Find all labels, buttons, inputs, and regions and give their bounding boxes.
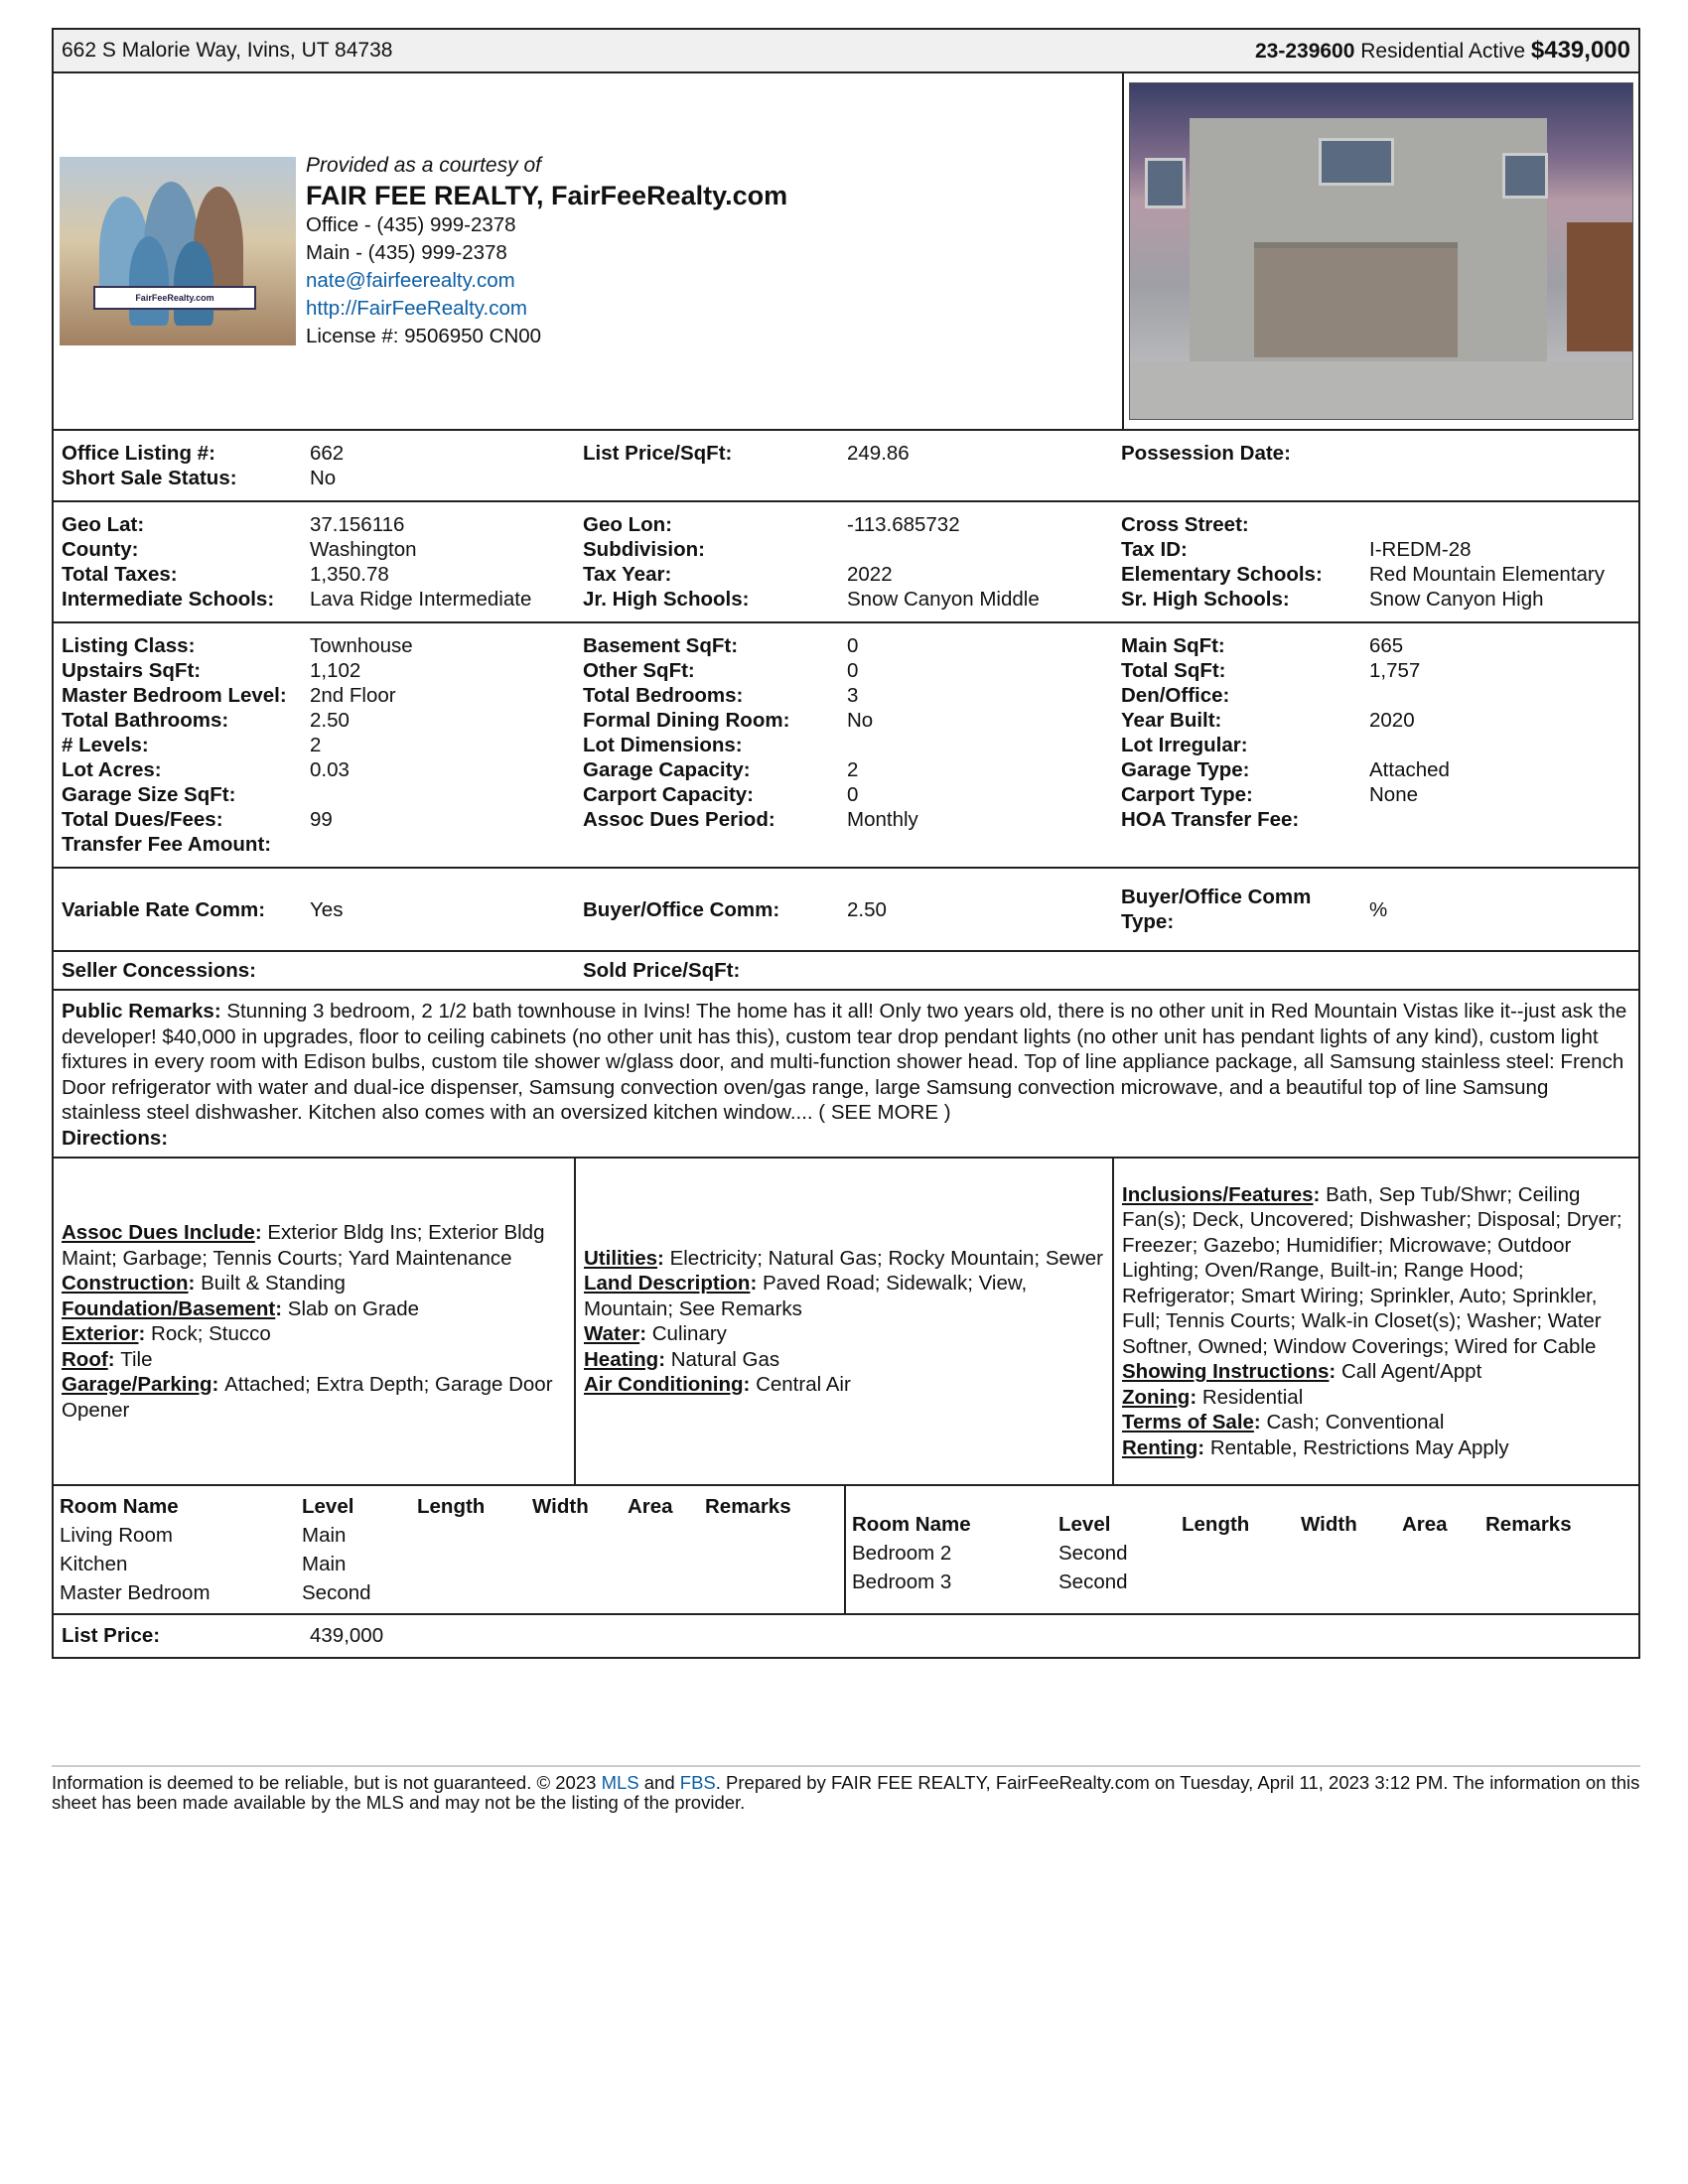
field-label: Buyer/Office Comm:: [583, 897, 780, 921]
room-row: [60, 1578, 804, 1607]
field-label: List Price/SqFt:: [583, 442, 733, 465]
field-value: [1369, 512, 1630, 537]
room-level: Main: [302, 1553, 347, 1575]
room-cell: [417, 1550, 532, 1578]
feature-item: Utilities: Electricity; Natural Gas; Rocky Mountain; Sewer: [584, 1246, 1103, 1270]
field-label: Year Built:: [1121, 709, 1222, 732]
list-price-value: 439,000: [310, 1624, 384, 1647]
field-value: No: [847, 709, 874, 732]
field-value: [310, 958, 583, 983]
field-label: Garage Capacity:: [583, 758, 751, 781]
field-label: Possession Date:: [1121, 442, 1291, 465]
room-level: Main: [302, 1524, 347, 1547]
room-cell: [417, 1521, 532, 1550]
field-label: Garage Size SqFt:: [62, 783, 236, 806]
field-value: [1369, 683, 1630, 708]
field-value: 2.50: [310, 709, 350, 732]
disclaimer-text: Information is deemed to be reliable, but is not guaranteed. © 2023: [52, 1772, 602, 1793]
field-label: Total Taxes:: [62, 563, 178, 586]
feature-value: Slab on Grade: [287, 1297, 419, 1320]
room-column-header: Length: [417, 1495, 486, 1518]
field-value: 1,102: [310, 659, 361, 682]
feature-label: Showing Instructions: [1122, 1360, 1330, 1384]
room-column-header: Remarks: [1485, 1513, 1572, 1536]
field-value: Washington: [310, 538, 417, 561]
feature-value: Residential: [1201, 1385, 1304, 1409]
field-label: Office Listing #:: [62, 442, 215, 465]
features-column-1: [54, 1159, 576, 1484]
room-column-header: Length: [1182, 1513, 1250, 1536]
section-location: [54, 502, 1638, 623]
room-cell: [1485, 1568, 1585, 1596]
field-value: 249.86: [847, 442, 910, 465]
room-level: Second: [302, 1581, 371, 1604]
details-table: [62, 633, 1630, 857]
room-cell: [1485, 1539, 1585, 1568]
room-cell: [628, 1578, 705, 1607]
field-label: [583, 466, 847, 490]
field-row: [62, 733, 1630, 757]
field-row: [62, 658, 1630, 683]
field-value: I-REDM-28: [1369, 538, 1472, 561]
field-value: 1,757: [1369, 659, 1421, 682]
fbs-link[interactable]: FBS: [679, 1772, 716, 1793]
field-label: Garage Type:: [1121, 758, 1250, 781]
feature-label: Utilities: [584, 1246, 658, 1270]
feature-value: Cash; Conventional: [1266, 1411, 1445, 1434]
rooms-right: [846, 1486, 1638, 1613]
field-value: %: [1369, 897, 1388, 921]
field-value: Red Mountain Elementary: [1369, 563, 1606, 586]
feature-value: Natural Gas: [670, 1347, 780, 1371]
field-value: Townhouse: [310, 634, 413, 657]
field-label: Sold Price/SqFt:: [583, 959, 741, 982]
field-row: [62, 885, 1630, 934]
room-row: [852, 1539, 1585, 1568]
field-value: 2.50: [847, 897, 887, 921]
feature-item: Exterior: Rock; Stucco: [62, 1322, 271, 1345]
feature-label: Heating: [584, 1347, 659, 1371]
room-name: Living Room: [60, 1524, 173, 1547]
feature-label: Inclusions/Features: [1122, 1182, 1314, 1206]
field-value: [1369, 832, 1630, 857]
listing-status: Active: [1468, 40, 1526, 63]
location-table: [62, 512, 1630, 612]
courtesy-text: Provided as a courtesy of: [306, 154, 541, 177]
field-label: Tax Year:: [583, 563, 672, 586]
room-cell: [532, 1550, 628, 1578]
field-row: [62, 782, 1630, 807]
section-listing: [54, 431, 1638, 502]
feature-item: Assoc Dues Include: Exterior Bldg Ins; Exterior Bldg Maint; Garbage; Tennis Courts; Yard Maintenance: [62, 1221, 545, 1270]
feature-value: Rentable, Restrictions May Apply: [1209, 1435, 1509, 1459]
field-value: No: [310, 467, 337, 489]
room-column-header: Remarks: [705, 1495, 791, 1518]
field-label: Den/Office:: [1121, 684, 1230, 707]
feature-item: Construction: Built & Standing: [62, 1272, 346, 1295]
field-row: [62, 757, 1630, 782]
rooms-table-right: [852, 1510, 1585, 1596]
field-value: [1369, 807, 1630, 832]
section-sold: [54, 952, 1638, 991]
field-value: 2: [847, 758, 859, 781]
field-label: [1121, 466, 1369, 490]
room-column-header: Level: [1058, 1513, 1111, 1536]
field-label: Transfer Fee Amount:: [62, 833, 272, 856]
field-label: # Levels:: [62, 734, 149, 756]
field-value: 0.03: [310, 758, 350, 781]
license-number: License #: 9506950 CN00: [306, 325, 542, 347]
room-row: [60, 1521, 804, 1550]
header-bar: [54, 30, 1638, 73]
field-label: Total Dues/Fees:: [62, 808, 223, 831]
field-label: Short Sale Status:: [62, 467, 237, 489]
field-value: [1369, 466, 1630, 490]
field-label: Cross Street:: [1121, 513, 1249, 536]
listing-price: $439,000: [1530, 37, 1630, 64]
field-value: None: [1369, 783, 1419, 806]
feature-value: Culinary: [651, 1322, 727, 1345]
property-photo-panel: [1124, 73, 1638, 429]
field-label: Total Bedrooms:: [583, 684, 744, 707]
field-label: Total Bathrooms:: [62, 709, 229, 732]
field-value: 3: [847, 684, 859, 707]
field-value: 662: [310, 442, 345, 465]
feature-label: Garage/Parking: [62, 1373, 212, 1396]
features-section: [54, 1159, 1638, 1486]
field-label: County:: [62, 538, 139, 561]
field-label: Total SqFt:: [1121, 659, 1226, 682]
agent-website-link[interactable]: http://FairFeeRealty.com: [306, 297, 527, 320]
feature-item: Renting: Rentable, Restrictions May Apply: [1122, 1435, 1509, 1459]
property-address: 662 S Malorie Way, Ivins, UT 84738: [62, 39, 393, 62]
field-value: [847, 958, 1121, 983]
features-column-3: [1114, 1159, 1638, 1484]
feature-label: Foundation/Basement: [62, 1297, 276, 1320]
feature-value: Rock; Stucco: [151, 1322, 271, 1345]
directions-label: Directions:: [62, 1126, 169, 1150]
field-label: Upstairs SqFt:: [62, 659, 202, 682]
field-label: Intermediate Schools:: [62, 588, 275, 611]
room-column-header: Room Name: [60, 1495, 179, 1518]
field-label: Formal Dining Room:: [583, 709, 790, 732]
field-value: 2020: [1369, 709, 1415, 732]
feature-label: Exterior: [62, 1322, 139, 1345]
field-value: [847, 733, 1121, 757]
rooms-left: [54, 1486, 846, 1613]
mls-link[interactable]: MLS: [601, 1772, 639, 1793]
room-column-header: Width: [532, 1495, 589, 1518]
feature-value: Exterior Bldg Ins; Exterior Bldg Maint; Garbage; Tennis Courts; Yard Maintenance: [62, 1221, 545, 1270]
disclaimer-footer: [52, 1765, 1640, 1813]
field-value: Lava Ridge Intermediate: [310, 588, 532, 611]
listing-sheet: [52, 28, 1640, 1659]
features-column-2: [576, 1159, 1114, 1484]
feature-value: Electricity; Natural Gas; Rocky Mountain; Sewer: [669, 1246, 1103, 1270]
field-row: [62, 683, 1630, 708]
feature-item: Roof: Tile: [62, 1347, 153, 1371]
mls-number: 23-239600: [1254, 40, 1355, 63]
feature-label: Water: [584, 1322, 640, 1345]
field-value: -113.685732: [847, 513, 960, 536]
field-label: Variable Rate Comm:: [62, 897, 266, 921]
feature-item: Garage/Parking: Attached; Extra Depth; Garage Door Opener: [62, 1373, 553, 1422]
field-row: [62, 633, 1630, 658]
room-cell: [532, 1578, 628, 1607]
agent-email-link[interactable]: nate@fairfeerealty.com: [306, 269, 515, 292]
feature-value: Tile: [120, 1347, 153, 1371]
field-row: [62, 832, 1630, 857]
field-row: [62, 958, 1630, 983]
room-cell: [628, 1550, 705, 1578]
room-name: Bedroom 3: [852, 1570, 952, 1593]
agent-info: [306, 152, 787, 350]
field-label: Sr. High Schools:: [1121, 588, 1290, 611]
field-value: [847, 537, 1121, 562]
agent-photo: [60, 157, 296, 345]
list-price-row: [54, 1615, 1638, 1657]
feature-label: Land Description: [584, 1272, 751, 1295]
feature-label: Renting: [1122, 1435, 1198, 1459]
feature-value: Built & Standing: [201, 1272, 346, 1295]
room-cell: [1182, 1539, 1301, 1568]
remarks-label: Public Remarks:: [62, 1000, 221, 1023]
field-row: [62, 562, 1630, 587]
field-value: [1369, 441, 1630, 466]
field-value: 2: [310, 734, 322, 756]
room-name: Bedroom 2: [852, 1542, 952, 1565]
field-value: [310, 832, 583, 857]
feature-label: Air Conditioning: [584, 1373, 744, 1396]
field-value: [847, 832, 1121, 857]
feature-value: Bath, Sep Tub/Shwr; Ceiling Fan(s); Deck, Uncovered; Dishwasher; Disposal; Dryer; Freezer; Gazebo; Humidifier; Microwave; Outdoor Lighting; Oven/Range, Built-in; Range Hood; Refrigerator; Smart Wiring; Sprinkler, Auto; Sprinkler, Full; Tennis Courts; Walk-in Closet(s); Washer; Water Softner, Owned; Window Coverings; Wired for Cable: [1122, 1182, 1622, 1358]
field-value: [310, 782, 583, 807]
listing-summary: [1255, 37, 1630, 65]
field-value: Snow Canyon Middle: [847, 588, 1040, 611]
feature-value: Attached; Extra Depth; Garage Door Opener: [62, 1373, 553, 1422]
field-value: Snow Canyon High: [1369, 588, 1544, 611]
field-label: Geo Lat:: [62, 513, 145, 536]
field-label: Elementary Schools:: [1121, 563, 1323, 586]
top-panel: [54, 73, 1638, 431]
main-phone: Main - (435) 999-2378: [306, 241, 507, 264]
section-commission: [54, 869, 1638, 952]
feature-value: Call Agent/Appt: [1340, 1360, 1482, 1384]
field-label: Lot Acres:: [62, 758, 162, 781]
remarks-section: [54, 991, 1638, 1159]
room-cell: [532, 1521, 628, 1550]
field-value: 2022: [847, 563, 893, 586]
field-row: [62, 807, 1630, 832]
field-value: 1,350.78: [310, 563, 389, 586]
room-row: [852, 1568, 1585, 1596]
room-cell: [1402, 1568, 1485, 1596]
field-value: [1369, 733, 1630, 757]
field-label: [1121, 832, 1369, 857]
office-phone: Office - (435) 999-2378: [306, 213, 516, 236]
feature-item: Showing Instructions: Call Agent/Appt: [1122, 1360, 1482, 1384]
field-label: Master Bedroom Level:: [62, 684, 287, 707]
field-label: Main SqFt:: [1121, 634, 1225, 657]
room-column-header: Level: [302, 1495, 354, 1518]
field-row: [62, 537, 1630, 562]
room-cell: [705, 1521, 804, 1550]
field-label: Subdivision:: [583, 538, 705, 561]
disclaimer-and: and: [638, 1772, 680, 1793]
room-level: Second: [1058, 1570, 1128, 1593]
commission-table: [62, 885, 1630, 934]
feature-item: Land Description: Paved Road; Sidewalk; View, Mountain; See Remarks: [584, 1272, 1028, 1320]
field-row: [62, 441, 1630, 466]
field-value: 0: [847, 634, 859, 657]
room-cell: [1301, 1568, 1402, 1596]
feature-item: Air Conditioning: Central Air: [584, 1373, 851, 1396]
room-cell: [705, 1550, 804, 1578]
feature-label: Terms of Sale: [1122, 1411, 1254, 1434]
rooms-section: [54, 1486, 1638, 1615]
room-cell: [1402, 1539, 1485, 1568]
field-value: Monthly: [847, 808, 918, 831]
rooms-table-left: [60, 1492, 804, 1607]
field-label: HOA Transfer Fee:: [1121, 808, 1300, 831]
field-label: Other SqFt:: [583, 659, 695, 682]
room-column-header: Room Name: [852, 1513, 971, 1536]
feature-label: Roof: [62, 1347, 108, 1371]
feature-label: Construction: [62, 1272, 189, 1295]
remarks-text: Stunning 3 bedroom, 2 1/2 bath townhouse in Ivins! The home has it all! Only two years old, there is no other unit in Red Mountain Vistas like it--just ask the developer! $40,000 in upgrades, floor to ceiling cabinets (no other unit has this), custom tear drop pendant lights (no other unit has pendant lights of any kind), custom light fixtures in every room with Edison bulbs, custom tile shower w/glass door, and multi-function shower head. Top of line appliance package, all Samsung stainless steel: French Door refrigerator with water and dual-ice dispenser, Samsung convection oven/gas range, large Samsung convection microwave, and a beautiful top of line Samsung stainless steel dishwasher. Kitchen also comes with an oversized kitchen window.... ( SEE MORE ): [62, 1000, 1627, 1124]
room-cell: [705, 1578, 804, 1607]
property-photo[interactable]: [1129, 82, 1633, 420]
agent-logo: FairFeeRealty.com: [93, 286, 256, 310]
list-price-label: List Price:: [62, 1624, 161, 1647]
field-label: Seller Concessions:: [62, 959, 256, 982]
feature-label: Zoning: [1122, 1385, 1191, 1409]
field-label: Geo Lon:: [583, 513, 672, 536]
sold-table: [62, 958, 1630, 983]
field-value: 2nd Floor: [310, 684, 396, 707]
field-label: Listing Class:: [62, 634, 196, 657]
field-label: [583, 832, 847, 857]
room-cell: [417, 1578, 532, 1607]
room-column-header: Area: [1402, 1513, 1448, 1536]
field-label: Carport Capacity:: [583, 783, 755, 806]
field-row: [62, 587, 1630, 612]
disclaimer-text-2: . Prepared by FAIR FEE REALTY, FairFeeRealty.com on Tuesday, April 11, 2023 3:12 PM. The information on this sheet has been made available by the MLS and may not be the listing of the provider.: [52, 1772, 1640, 1813]
field-value: [1369, 958, 1630, 983]
field-row: [62, 466, 1630, 490]
field-label: Lot Irregular:: [1121, 734, 1248, 756]
room-name: Master Bedroom: [60, 1581, 211, 1604]
business-name: FAIR FEE REALTY, FairFeeRealty.com: [306, 181, 788, 210]
room-column-header: Area: [628, 1495, 673, 1518]
field-value: 665: [1369, 634, 1404, 657]
field-label: Jr. High Schools:: [583, 588, 750, 611]
field-value: 99: [310, 808, 333, 831]
field-row: [62, 512, 1630, 537]
feature-item: Terms of Sale: Cash; Conventional: [1122, 1411, 1445, 1434]
room-cell: [1182, 1568, 1301, 1596]
field-value: [847, 466, 1121, 490]
listing-table: [62, 441, 1630, 490]
field-label: Assoc Dues Period:: [583, 808, 775, 831]
feature-label: Assoc Dues Include: [62, 1221, 255, 1244]
feature-value: Central Air: [756, 1373, 851, 1396]
field-value: Yes: [310, 897, 344, 921]
field-value: 0: [847, 659, 859, 682]
feature-item: Zoning: Residential: [1122, 1385, 1304, 1409]
field-label: Lot Dimensions:: [583, 734, 743, 756]
field-value: 37.156116: [310, 513, 405, 536]
field-label: [1121, 958, 1369, 983]
room-column-header: Width: [1301, 1513, 1357, 1536]
feature-item: Inclusions/Features: Bath, Sep Tub/Shwr; Ceiling Fan(s); Deck, Uncovered; Dishwasher; Disposal; Dryer; Freezer; Gazebo; Humidifier; Microwave; Outdoor Lighting; Oven/Range, Built-in; Range Hood; Refrigerator; Smart Wiring; Sprinkler, Auto; Sprinkler, Full; Tennis Courts; Walk-in Closet(s); Washer; Water Softner, Owned; Window Coverings; Wired for Cable: [1122, 1182, 1622, 1358]
feature-item: Foundation/Basement: Slab on Grade: [62, 1297, 419, 1320]
agent-panel: [54, 73, 1124, 429]
field-row: [62, 708, 1630, 733]
room-cell: [1301, 1539, 1402, 1568]
field-label: Carport Type:: [1121, 783, 1253, 806]
section-details: [54, 623, 1638, 869]
feature-item: Heating: Natural Gas: [584, 1347, 780, 1371]
room-cell: [628, 1521, 705, 1550]
field-label: Buyer/Office Comm Type:: [1121, 886, 1312, 933]
field-value: 0: [847, 783, 859, 806]
field-value: Attached: [1369, 758, 1450, 781]
feature-value: Paved Road; Sidewalk; View, Mountain; See Remarks: [584, 1272, 1028, 1320]
field-label: Tax ID:: [1121, 538, 1188, 561]
room-row: [60, 1550, 804, 1578]
property-type: Residential: [1360, 40, 1465, 63]
room-name: Kitchen: [60, 1553, 128, 1575]
feature-item: Water: Culinary: [584, 1322, 727, 1345]
room-level: Second: [1058, 1542, 1128, 1565]
field-label: Basement SqFt:: [583, 634, 739, 657]
